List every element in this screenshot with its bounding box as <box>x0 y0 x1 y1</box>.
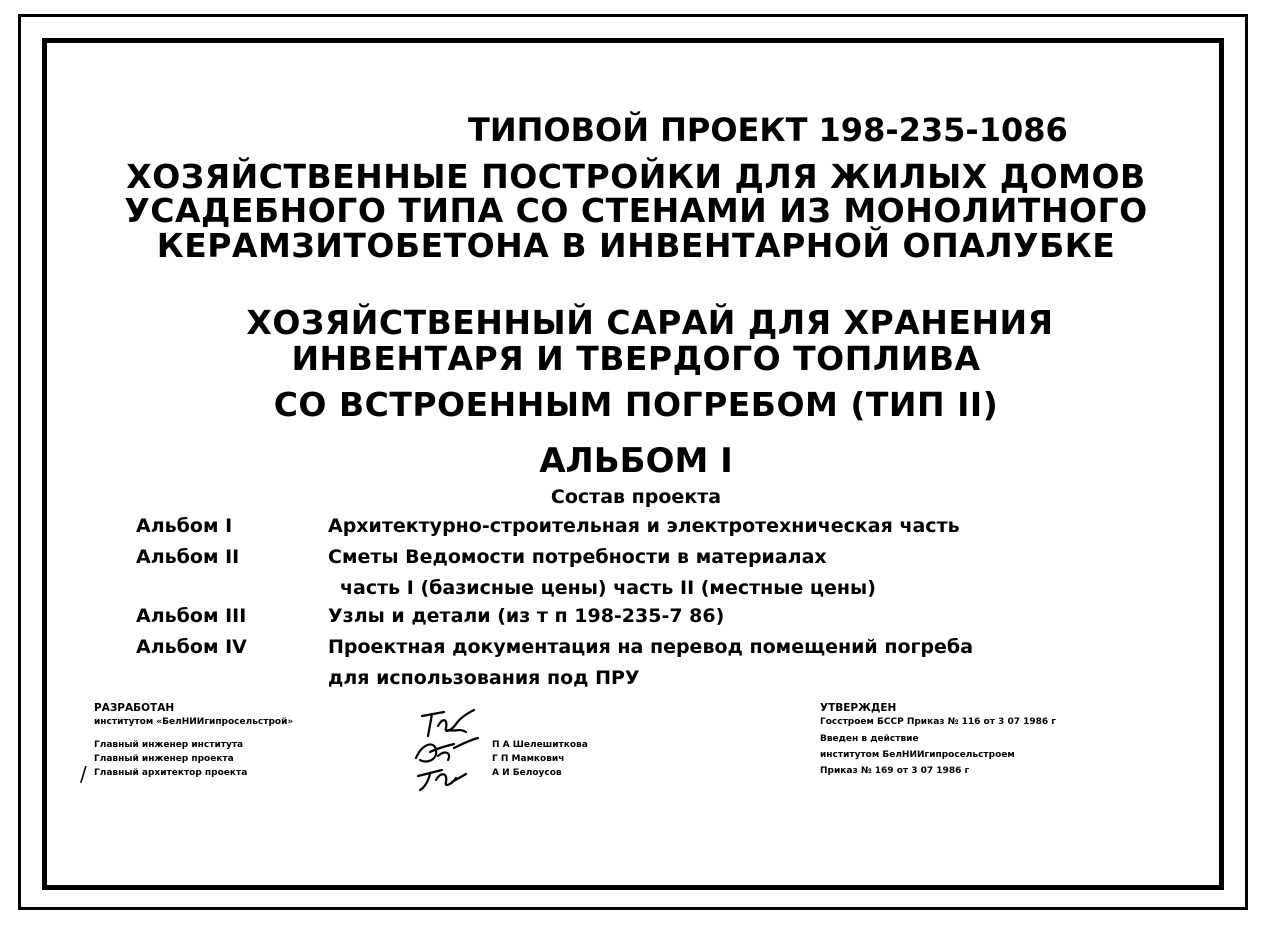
album-4-desc-line-2: для использования под ПРУ <box>328 667 640 689</box>
developer-name-3: А И Белоусов <box>492 768 562 778</box>
signatures-image <box>408 704 488 794</box>
approved-line-3: институтом БелНИИгипросельстроем <box>820 750 1015 760</box>
album-3-name: Альбом III <box>136 605 247 627</box>
album-2-name: Альбом II <box>136 546 240 568</box>
object-title-line-2: ИНВЕНТАРЯ И ТВЕРДОГО ТОПЛИВА <box>291 339 981 378</box>
album-4-desc-line-1: Проектная документация на перевод помещений погреба <box>328 636 974 658</box>
developer-name-2: Г П Мамкович <box>492 754 565 764</box>
main-title-line-2: УСАДЕБНОГО ТИПА СО СТЕНАМИ ИЗ МОНОЛИТНОГО <box>124 191 1148 230</box>
album-1-name: Альбом I <box>136 515 233 537</box>
album-2-desc-line-2: часть I (базисные цены) часть II (местные цены) <box>340 577 876 599</box>
album-4-name: Альбом IV <box>136 636 247 658</box>
object-title-line-3: СО ВСТРОЕННЫМ ПОГРЕБОМ (ТИП II) <box>273 385 999 424</box>
approved-line-2: Введен в действие <box>820 734 919 744</box>
developed-heading: РАЗРАБОТАН <box>94 702 175 714</box>
main-title-line-3: КЕРАМЗИТОБЕТОНА В ИНВЕНТАРНОЙ ОПАЛУБКЕ <box>156 226 1116 265</box>
object-title-line-1: ХОЗЯЙСТВЕННЫЙ САРАЙ ДЛЯ ХРАНЕНИЯ <box>246 303 1054 342</box>
album-1-desc: Архитектурно-строительная и электротехническая часть <box>328 515 960 537</box>
album-2-desc-line-1: Сметы Ведомости потребности в материалах <box>328 546 827 568</box>
main-title-line-1: ХОЗЯЙСТВЕННЫЕ ПОСТРОЙКИ ДЛЯ ЖИЛЫХ ДОМОВ <box>126 157 1146 196</box>
developed-role-3: Главный архитектор проекта <box>94 768 248 778</box>
approved-line-1: Госстроем БССР Приказ № 116 от 3 07 1986 г <box>820 717 1056 727</box>
developed-role-2: Главный инженер проекта <box>94 754 234 764</box>
developed-institute: институтом «БелНИИгипросельстрой» <box>94 717 294 727</box>
album-3-desc: Узлы и детали (из т п 198-235-7 86) <box>328 605 725 627</box>
developer-name-1: П А Шелешиткова <box>492 740 588 750</box>
developed-role-1: Главный инженер института <box>94 740 244 750</box>
margin-tick-mark: / <box>80 762 87 786</box>
composition-title: Состав проекта <box>550 486 722 508</box>
album-title: АЛЬБОМ I <box>539 441 733 481</box>
approved-line-4: Приказ № 169 от 3 07 1986 г <box>820 766 970 776</box>
approved-heading: УТВЕРЖДЕН <box>820 702 897 714</box>
project-code: ТИПОВОЙ ПРОЕКТ 198-235-1086 <box>468 111 1068 149</box>
